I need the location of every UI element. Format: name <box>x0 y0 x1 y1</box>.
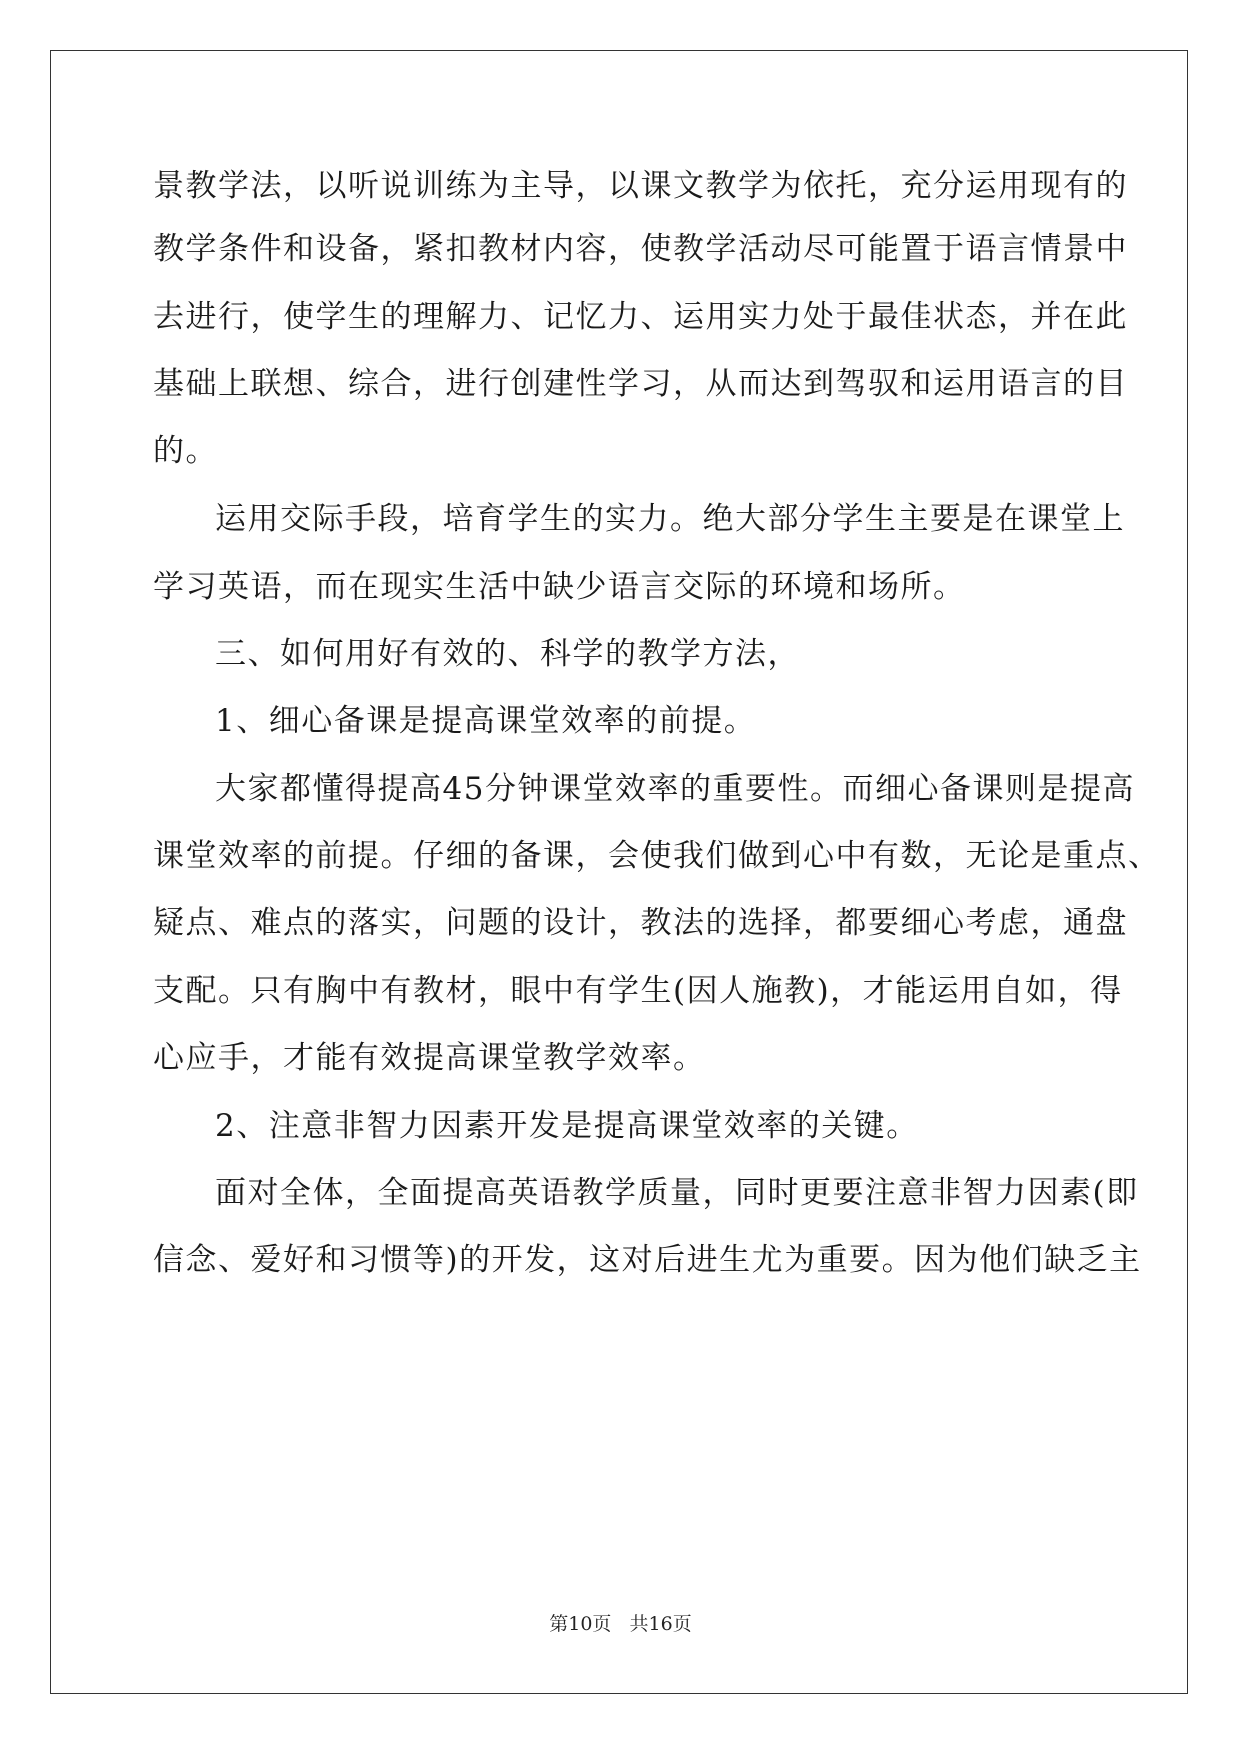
text-line: 的。 <box>153 433 218 469</box>
text-line: 基础上联想、综合，进行创建性学习，从而达到驾驭和运用语言的目 <box>153 366 1128 402</box>
section-heading: 三、如何用好有效的、科学的教学方法， <box>215 636 800 672</box>
paragraph-first-line: 运用交际手段，培育学生的实力。绝大部分学生主要是在课堂上 <box>215 501 1125 537</box>
text-line: 信念、爱好和习惯等)的开发，这对后进生尤为重要。因为他们缺乏主 <box>153 1242 1142 1278</box>
text-line: 课堂效率的前提。仔细的备课，会使我们做到心中有数，无论是重点、 <box>153 838 1161 874</box>
paragraph-first-line: 大家都懂得提高45分钟课堂效率的重要性。而细心备课则是提高 <box>215 771 1135 807</box>
text-line: 教学条件和设备，紧扣教材内容，使教学活动尽可能置于语言情景中 <box>153 231 1128 267</box>
page-number-footer: 第10页 共16页 <box>549 1613 692 1635</box>
subsection-heading: 1、细心备课是提高课堂效率的前提。 <box>215 703 757 739</box>
text-line: 学习英语，而在现实生活中缺少语言交际的环境和场所。 <box>153 569 966 605</box>
text-line: 疑点、难点的落实，问题的设计，教法的选择，都要细心考虑，通盘 <box>153 905 1128 941</box>
text-line: 支配。只有胸中有教材，眼中有学生(因人施教)，才能运用自如，得 <box>153 973 1123 1009</box>
paragraph-first-line: 面对全体，全面提高英语教学质量，同时更要注意非智力因素(即 <box>215 1175 1139 1211</box>
subsection-heading: 2、注意非智力因素开发是提高课堂效率的关键。 <box>215 1108 919 1144</box>
text-line: 心应手，才能有效提高课堂教学效率。 <box>153 1040 706 1076</box>
text-line: 景教学法，以听说训练为主导，以课文教学为依托，充分运用现有的 <box>153 168 1128 204</box>
text-line: 去进行，使学生的理解力、记忆力、运用实力处于最佳状态，并在此 <box>153 299 1128 335</box>
